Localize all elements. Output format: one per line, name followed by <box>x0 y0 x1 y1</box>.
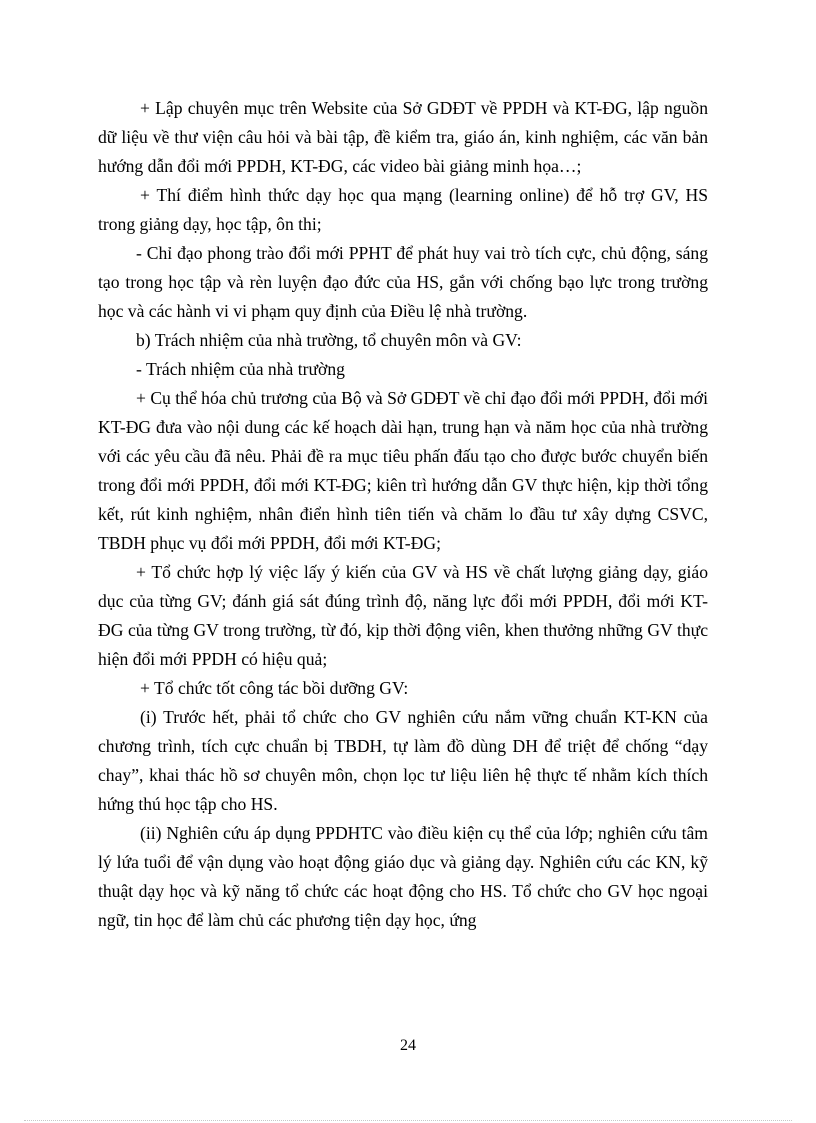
paragraph-item-i: (i) Trước hết, phải tổ chức cho GV nghiên cứu nắm vững chuẩn KT-KN của chương trình, tích cực chuẩn bị TBDH, tự làm đồ dùng DH để triệt để chống “dạy chay”, khai thác hồ sơ chuyên môn, chọn lọc tư liệu liên hệ thực tế nhằm kích thích hứng thú học tập cho HS. <box>98 707 708 814</box>
paragraph-collect-feedback: + Tổ chức hợp lý việc lấy ý kiến của GV và HS về chất lượng giảng dạy, giáo dục của từng GV; đánh giá sát đúng trình độ, năng lực đổi mới PPDH, đổi mới KT-ĐG của từng GV trong trường, từ đó, kịp thời động viên, khen thưởng những GV thực hiện đổi mới PPDH có hiệu quả; <box>98 562 708 669</box>
paragraph-website-section: + Lập chuyên mục trên Website của Sở GDĐT về PPDH và KT-ĐG, lập nguồn dữ liệu về thư viện câu hỏi và bài tập, đề kiểm tra, giáo án, kinh nghiệm, các văn bản hướng dẫn đổi mới PPDH, KT-ĐG, các video bài giảng minh họa…; <box>98 98 708 176</box>
section-heading-responsibilities: b) Trách nhiệm của nhà trường, tổ chuyên môn và GV: <box>136 330 522 350</box>
paragraph-learning-methods: - Chỉ đạo phong trào đổi mới PPHT để phát huy vai trò tích cực, chủ động, sáng tạo trong học tập và rèn luyện đạo đức của HS, gắn với chống bạo lực trong trường học và các hành vi vi phạm quy định của Điều lệ nhà trường. <box>98 243 708 321</box>
paragraph-item-ii: (ii) Nghiên cứu áp dụng PPDHTC vào điều kiện cụ thể của lớp; nghiên cứu tâm lý lứa tuổi để vận dụng vào hoạt động giáo dục và giảng dạy. Nghiên cứu các KN, kỹ thuật dạy học và kỹ năng tổ chức các hoạt động cho HS. Tổ chức cho GV học ngoại ngữ, tin học để làm chủ các phương tiện dạy học, ứng <box>98 823 708 930</box>
paragraph-teacher-training: + Tổ chức tốt công tác bồi dưỡng GV: <box>140 678 409 698</box>
paragraph-concretize-policy: + Cụ thể hóa chủ trương của Bộ và Sở GDĐT về chỉ đạo đổi mới PPDH, đổi mới KT-ĐG đưa vào nội dung các kế hoạch dài hạn, trung hạn và năm học của nhà trường với các yêu cầu đã nêu. Phải đề ra mục tiêu phấn đấu tạo cho được bước chuyển biến trong đổi mới PPDH, đổi mới KT-ĐG; kiên trì hướng dẫn GV thực hiện, kịp thời tổng kết, rút kinh nghiệm, nhân điển hình tiên tiến và chăm lo đầu tư xây dựng CSVC, TBDH phục vụ đổi mới PPDH, đổi mới KT-ĐG; <box>98 388 708 553</box>
page-number: 24 <box>400 1037 416 1054</box>
paragraph-online-learning: + Thí điểm hình thức dạy học qua mạng (learning online) để hỗ trợ GV, HS trong giảng dạy, học tập, ôn thi; <box>98 185 708 234</box>
page-bottom-divider <box>24 1120 792 1121</box>
document-body <box>98 94 708 935</box>
subheading-school-responsibility: - Trách nhiệm của nhà trường <box>136 359 345 379</box>
